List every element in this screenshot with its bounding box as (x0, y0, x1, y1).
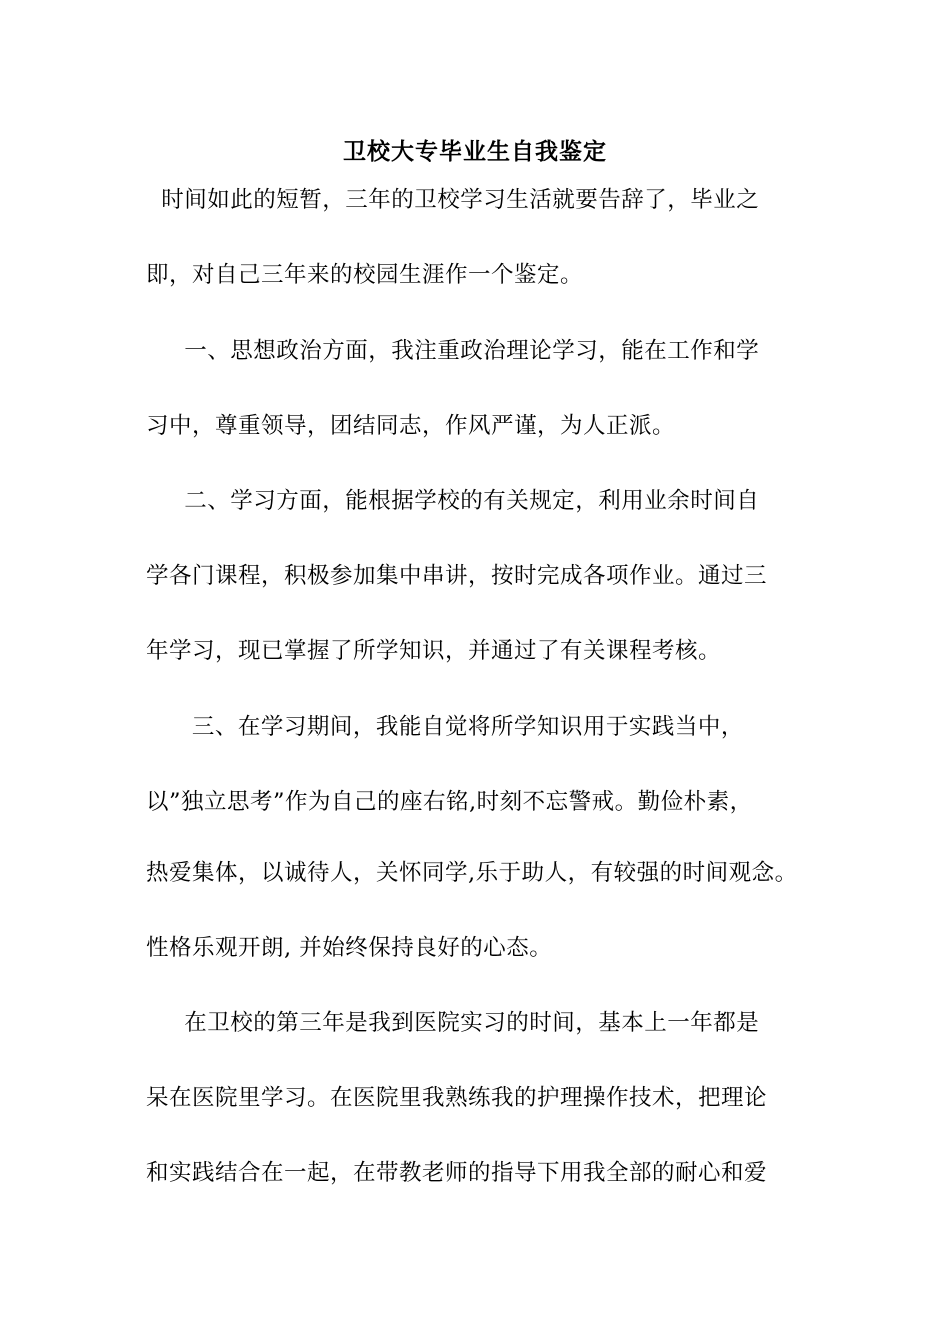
text-line-4: 习中，尊重领导，团结同志，作风严谨，为人正派。 (146, 413, 676, 439)
text-line-1: 时间如此的短暂，三年的卫校学习生活就要告辞了，毕业之 (146, 187, 760, 213)
text-line-9: 以”独立思考”作为自己的座右铭,时刻不忘警戒。勤俭朴素， (146, 789, 753, 815)
text-line-14: 和实践结合在一起，在带教老师的指导下用我全部的耐心和爱 (146, 1160, 768, 1186)
text-line-13: 呆在医院里学习。在医院里我熟练我的护理操作技术，把理论 (146, 1085, 768, 1111)
text-line-6: 学各门课程，积极参加集中串讲，按时完成各项作业。通过三 (146, 563, 768, 589)
text-line-10: 热爱集体，以诚待人，关怀同学,乐于助人，有较强的时间观念。 (146, 860, 798, 886)
text-line-5: 二、学习方面，能根据学校的有关规定，利用业余时间自 (146, 488, 760, 514)
document-title: 卫校大专毕业生自我鉴定 (343, 139, 607, 165)
text-line-7: 年学习，现已掌握了所学知识，并通过了有关课程考核。 (146, 638, 722, 664)
text-line-12: 在卫校的第三年是我到医院实习的时间，基本上一年都是 (146, 1010, 760, 1036)
text-line-2: 即，对自己三年来的校园生涯作一个鉴定。 (146, 262, 584, 288)
text-line-8: 三、在学习期间，我能自觉将所学知识用于实践当中， (146, 714, 744, 740)
text-line-11: 性格乐观开朗, 并始终保持良好的心态。 (146, 935, 553, 961)
text-line-3: 一、思想政治方面，我注重政治理论学习，能在工作和学 (146, 338, 760, 364)
